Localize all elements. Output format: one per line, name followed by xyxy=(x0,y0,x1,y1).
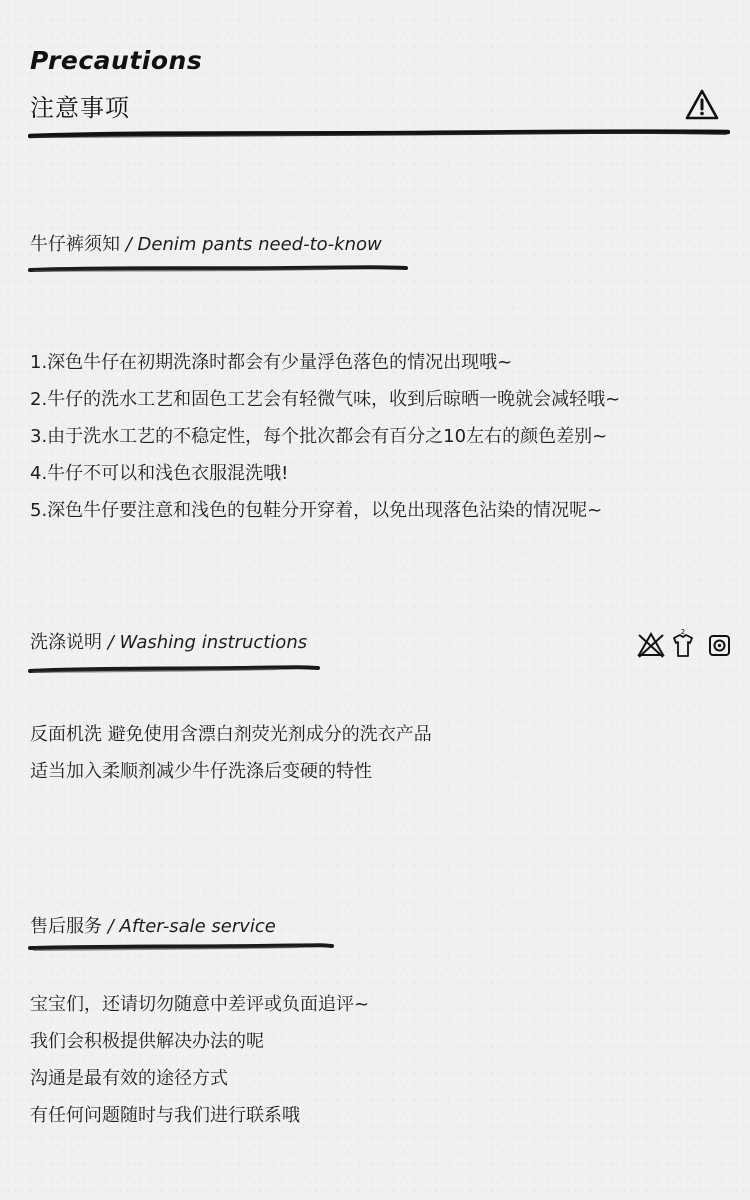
svg-text:2: 2 xyxy=(680,628,686,636)
service-heading-zh: 售后服务 xyxy=(30,916,102,937)
service-heading-underline xyxy=(28,940,334,954)
denim-section-heading xyxy=(30,230,382,256)
denim-note-2: 2.牛仔的洗水工艺和固色工艺会有轻微气味，收到后晾晒一晚就会减轻哦~ xyxy=(30,389,621,410)
denim-note-1: 1.深色牛仔在初期洗涤时都会有少量浮色落色的情况出现哦~ xyxy=(30,352,513,373)
service-heading-en: / After-sale service xyxy=(102,916,276,937)
service-notes xyxy=(30,986,369,1134)
denim-heading-en: / Denim pants need-to-know xyxy=(120,234,382,255)
washing-heading-zh: 洗涤说明 xyxy=(30,632,102,653)
service-section-heading xyxy=(30,912,276,938)
service-note-2: 我们会积极提供解决办法的呢 xyxy=(30,1031,264,1052)
machine-wash-icon xyxy=(710,636,729,655)
denim-note-5: 5.深色牛仔要注意和浅色的包鞋分开穿着，以免出现落色沾染的情况呢~ xyxy=(30,500,603,521)
washing-heading-en: / Washing instructions xyxy=(102,632,308,653)
no-bleach-icon xyxy=(639,634,663,657)
service-note-1: 宝宝们，还请切勿随意中差评或负面追评~ xyxy=(30,994,370,1015)
washing-section-heading xyxy=(30,628,307,654)
denim-heading-zh: 牛仔裤须知 xyxy=(30,234,120,255)
service-note-4: 有任何问题随时与我们进行联系哦 xyxy=(30,1105,300,1126)
washing-note-1: 反面机洗 避免使用含漂白剂荧光剂成分的洗衣产品 xyxy=(30,724,432,745)
warning-triangle-icon xyxy=(684,88,720,122)
header-divider xyxy=(28,126,730,142)
washing-note-2: 适当加入柔顺剂减少牛仔洗涤后变硬的特性 xyxy=(30,761,372,782)
title-english: Precautions xyxy=(30,46,203,75)
washing-notes xyxy=(30,716,432,790)
service-note-3: 沟通是最有效的途径方式 xyxy=(30,1068,228,1089)
denim-note-4: 4.牛仔不可以和浅色衣服混洗哦! xyxy=(30,463,289,484)
denim-note-3: 3.由于洗水工艺的不稳定性，每个批次都会有百分之10左右的颜色差别~ xyxy=(30,426,608,447)
denim-notes xyxy=(30,344,620,529)
denim-heading-underline xyxy=(28,262,408,276)
title-chinese: 注意事项 xyxy=(30,94,130,122)
washing-heading-underline xyxy=(28,662,320,676)
shirt-care-icon xyxy=(674,628,692,656)
washing-care-icons xyxy=(636,628,732,660)
